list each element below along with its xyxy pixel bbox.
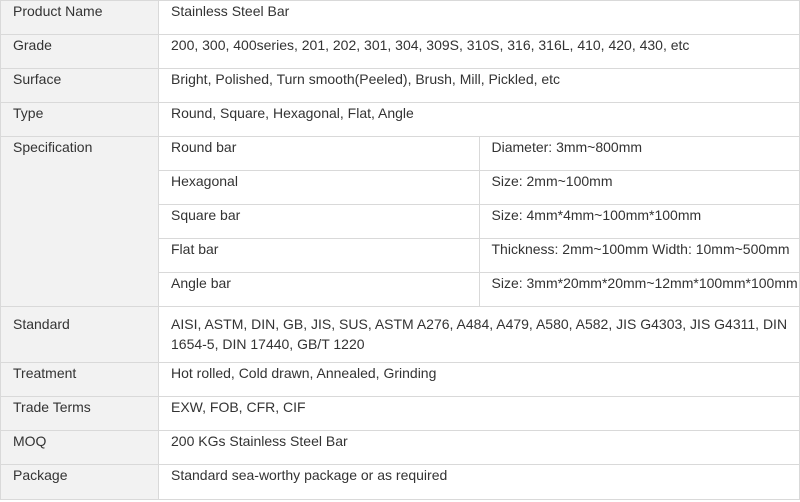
label-grade: Grade bbox=[1, 35, 159, 69]
value-type: Round, Square, Hexagonal, Flat, Angle bbox=[159, 103, 800, 137]
value-grade: 200, 300, 400series, 201, 202, 301, 304, 309S, 310S, 316, 316L, 410, 420, 430, etc bbox=[159, 35, 800, 69]
spec-value-angle-bar: Size: 3mm*20mm*20mm~12mm*100mm*100mm bbox=[479, 273, 800, 307]
label-specification: Specification bbox=[1, 137, 159, 307]
spec-name-hexagonal: Hexagonal bbox=[159, 171, 480, 205]
spec-name-flat-bar: Flat bar bbox=[159, 239, 480, 273]
spec-value-round-bar: Diameter: 3mm~800mm bbox=[479, 137, 800, 171]
label-package: Package bbox=[1, 465, 159, 500]
row-package bbox=[1, 465, 800, 500]
value-treatment: Hot rolled, Cold drawn, Annealed, Grinding bbox=[159, 363, 800, 397]
spec-value-flat-bar: Thickness: 2mm~100mm Width: 10mm~500mm bbox=[479, 239, 800, 273]
row-treatment bbox=[1, 363, 800, 397]
row-standard bbox=[1, 307, 800, 363]
spec-name-square-bar: Square bar bbox=[159, 205, 480, 239]
value-trade-terms: EXW, FOB, CFR, CIF bbox=[159, 397, 800, 431]
label-type: Type bbox=[1, 103, 159, 137]
label-trade-terms: Trade Terms bbox=[1, 397, 159, 431]
row-surface bbox=[1, 69, 800, 103]
spec-value-hexagonal: Size: 2mm~100mm bbox=[479, 171, 800, 205]
value-product-name: Stainless Steel Bar bbox=[159, 1, 800, 35]
row-product-name bbox=[1, 1, 800, 35]
row-moq bbox=[1, 431, 800, 465]
label-product-name: Product Name bbox=[1, 1, 159, 35]
label-moq: MOQ bbox=[1, 431, 159, 465]
row-spec-round-bar bbox=[1, 137, 800, 171]
label-standard: Standard bbox=[1, 307, 159, 363]
row-trade-terms bbox=[1, 397, 800, 431]
row-type bbox=[1, 103, 800, 137]
value-surface: Bright, Polished, Turn smooth(Peeled), Brush, Mill, Pickled, etc bbox=[159, 69, 800, 103]
value-package: Standard sea-worthy package or as required bbox=[159, 465, 800, 500]
row-grade bbox=[1, 35, 800, 69]
label-treatment: Treatment bbox=[1, 363, 159, 397]
label-surface: Surface bbox=[1, 69, 159, 103]
spec-name-angle-bar: Angle bar bbox=[159, 273, 480, 307]
spec-name-round-bar: Round bar bbox=[159, 137, 480, 171]
spec-value-square-bar: Size: 4mm*4mm~100mm*100mm bbox=[479, 205, 800, 239]
value-standard: AISI, ASTM, DIN, GB, JIS, SUS, ASTM A276, A484, A479, A580, A582, JIS G4303, JIS G4311, DIN 1654-5, DIN 17440, GB/T 1220 bbox=[159, 307, 800, 363]
value-moq: 200 KGs Stainless Steel Bar bbox=[159, 431, 800, 465]
